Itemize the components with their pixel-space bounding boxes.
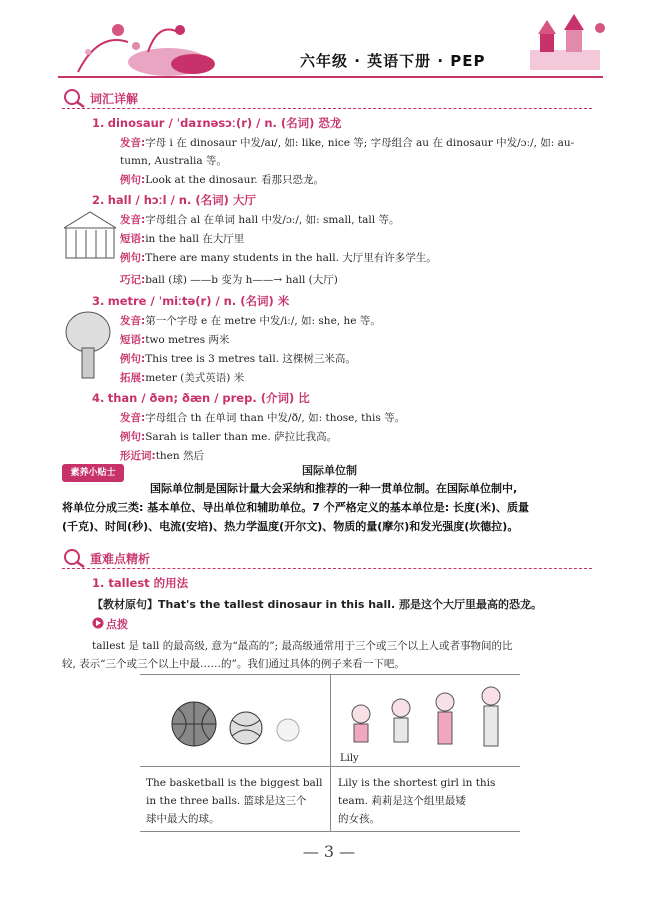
left-cell-line: 球中最大的球。 <box>146 813 220 825</box>
entry-line: 例句:There are many students in the hall. 大厅里有许多学生。 <box>120 252 437 264</box>
figure-label-lily: Lily <box>340 753 359 764</box>
magnifier-icon <box>62 548 88 568</box>
vocab-heading: 词汇详解 <box>90 92 139 106</box>
book-title: 六年级 · 英语下册 · PEP <box>300 52 486 70</box>
vocab-entry-than: 4. than / ðən; ðæn / prep. (介词) 比 <box>92 391 310 405</box>
page-number: — 3 — <box>302 842 356 861</box>
header-divider <box>58 76 603 78</box>
divider <box>62 108 592 110</box>
textbook-source-sentence: 【教材原句】That's the tallest dinosaur in this hall. 那是这个大厅里最高的恐龙。 <box>92 598 543 611</box>
left-cell-line: in the three balls. 篮球是这三个 <box>146 795 307 807</box>
entry-line: tumn, Australia 等。 <box>120 155 227 167</box>
entry-line: 发音:第一个字母 e 在 metre 中发/iː/, 如: she, he 等。 <box>120 315 381 327</box>
left-cell-line: The basketball is the biggest ball <box>146 777 323 789</box>
vocab-entry-dinosaur: 1. dinosaur / ˈdaɪnəsɔː(r) / n. (名词) 恐龙 <box>92 116 342 130</box>
right-cell-line: Lily is the shortest girl in this <box>338 777 496 789</box>
right-cell-line: 的女孩。 <box>338 813 380 825</box>
arrow-bullet-icon <box>92 617 104 629</box>
comparison-table <box>140 674 520 832</box>
tip-line-2: 将单位分成三类: 基本单位、导出单位和辅助单位。7 个严格定义的基本单位是: 长度(米)、质量 <box>62 501 529 514</box>
entry-line: 巧记:ball (球) ——b 变为 h——→ hall (大厅) <box>120 274 338 286</box>
vocab-entry-hall: 2. hall / hɔːl / n. (名词) 大厅 <box>92 193 256 207</box>
tip-line-1: 国际单位制是国际计量大会采纳和推荐的一种一贯单位制。在国际单位制中, <box>150 482 518 495</box>
balls-illustration-icon <box>170 698 310 754</box>
entry-line: 例句:Look at the dinosaur. 看那只恐龙。 <box>120 174 324 186</box>
explain-line-1: tallest 是 tall 的最高级, 意为“最高的”; 最高级通常用于三个或三个以上人或者事物间的比 <box>92 640 513 652</box>
explain-line-2: 较, 表示“三个或三个以上中最……的”。我们通过具体的例子来看一下吧。 <box>62 658 405 670</box>
entry-line: 例句:This tree is 3 metres tall. 这棵树三米高。 <box>120 353 356 365</box>
entry-line: 短语:in the hall 在大厅里 <box>120 233 245 245</box>
entry-line: 短语:two metres 两米 <box>120 334 230 346</box>
divider <box>62 568 592 570</box>
focus-heading: 重难点精析 <box>90 552 151 566</box>
girls-illustration-icon <box>345 684 515 754</box>
magnifier-icon <box>62 88 88 108</box>
entry-line: 拓展:meter (美式英语) 米 <box>120 372 245 384</box>
literacy-tip-box <box>62 462 592 542</box>
entry-line: 发音:字母组合 th 在单词 than 中发/ð/, 如: those, this 等。 <box>120 412 406 424</box>
point-title: 1. tallest 的用法 <box>92 576 189 590</box>
entry-line: 例句:Sarah is taller than me. 萨拉比我高。 <box>120 431 338 443</box>
tip-title: 国际单位制 <box>302 464 357 477</box>
right-cell-line: team. 莉莉是这个组里最矮 <box>338 795 466 807</box>
entry-line: 发音:字母 i 在 dinosaur 中发/aɪ/, 如: like, nice 等; 字母组合 au 在 dinosaur 中发/ɔː/, 如: au- <box>120 137 575 149</box>
hall-illustration-icon <box>64 208 116 260</box>
tip-badge: 素养小贴士 <box>62 464 124 482</box>
floral-decoration-icon <box>58 12 218 76</box>
entry-line: 发音:字母组合 al 在单词 hall 中发/ɔː/, 如: small, tall 等。 <box>120 214 400 226</box>
castle-decoration-icon <box>520 10 610 74</box>
entry-line: 形近词:then 然后 <box>120 450 204 462</box>
tip-line-3: (千克)、时间(秒)、电流(安培)、热力学温度(开尔文)、物质的量(摩尔)和发光强度(坎德拉)。 <box>62 520 519 533</box>
vocab-entry-metre: 3. metre / ˈmiːtə(r) / n. (名词) 米 <box>92 294 290 308</box>
page-header <box>0 0 658 78</box>
tree-illustration-icon <box>62 310 114 380</box>
